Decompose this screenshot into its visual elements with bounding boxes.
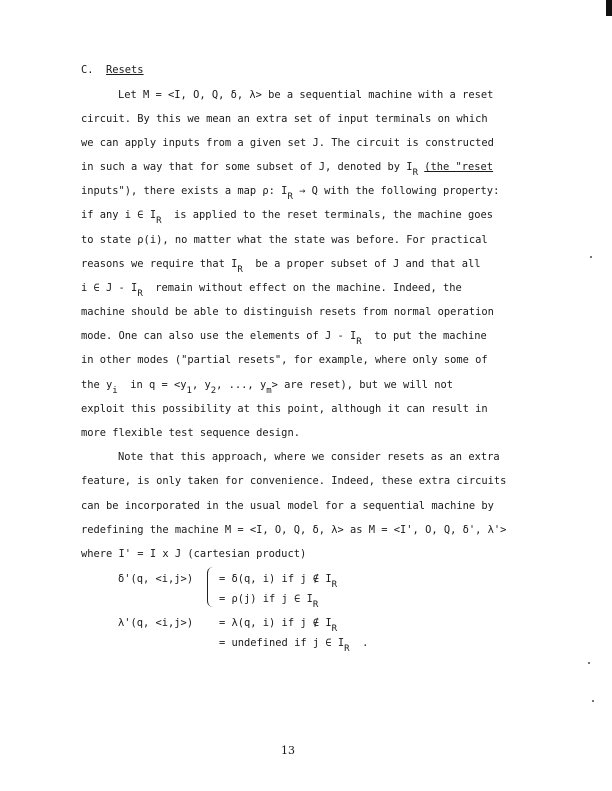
section-label: C.: [81, 64, 94, 76]
text-segment: can be incorporated in the usual model for a sequential machine by: [81, 500, 494, 512]
formula-text: = λ(q, i) if j ∉ I: [219, 617, 332, 629]
page-number: 13: [281, 744, 295, 757]
subscript: R: [356, 337, 362, 347]
text-segment: if any i ∈ I: [81, 209, 157, 221]
text-segment: Note that this approach, where we consider resets as an extra: [118, 451, 500, 463]
text-line: [81, 161, 494, 178]
text-line: [81, 282, 462, 299]
scan-speck: [592, 700, 594, 702]
lambda-case-two: [219, 637, 369, 654]
text-segment: (the "reset: [424, 161, 494, 173]
text-line: [81, 475, 506, 487]
text-segment: to state ρ(i), no matter what the state was before. For practical: [81, 234, 488, 246]
text-segment: the y: [81, 379, 113, 391]
text-line: [81, 209, 494, 226]
scan-speck: [590, 256, 592, 258]
subscript: R: [156, 216, 162, 226]
text-line: [81, 354, 488, 366]
subscript: R: [331, 624, 338, 634]
text-line: [81, 524, 506, 536]
text-segment: feature, is only taken for convenience. Indeed, these extra circuits: [81, 475, 507, 487]
subscript: R: [287, 192, 293, 202]
text-segment: remain without effect on the machine. Indeed, the: [155, 282, 462, 294]
text-segment: inputs"), there exists a map ρ: I: [81, 185, 288, 197]
text-line: [81, 185, 500, 202]
text-segment: be a proper subset of J and that all: [255, 258, 481, 270]
subscript: R: [312, 600, 319, 610]
text-segment: reasons we require that I: [81, 258, 238, 270]
text-line: [81, 113, 488, 125]
formula-text: = ρ(j) if j ∈ I: [219, 593, 313, 605]
delta-case-one: [219, 573, 338, 590]
scan-corner-mark: [606, 0, 612, 16]
delta-prime-lhs: δ'(q, <i,j>): [118, 573, 194, 585]
section-heading: [81, 64, 144, 76]
subscript: R: [412, 168, 418, 178]
formula-text: = undefined if j ∈ I: [219, 637, 345, 649]
text-segment: → Q with the following property:: [299, 185, 500, 197]
subscript: R: [137, 289, 143, 299]
text-line: [118, 89, 493, 101]
text-segment: where I' = I x J (cartesian product): [81, 548, 307, 560]
subscript: R: [344, 644, 350, 654]
text-segment: to put the machine: [374, 330, 487, 342]
text-segment: is applied to the reset terminals, the machine goes: [174, 209, 494, 221]
text-segment: in such a way that for some subset of J, denoted by I: [81, 161, 413, 173]
formula-text: = δ(q, i) if j ∉ I: [219, 573, 332, 585]
text-segment: circuit. By this we mean an extra set of input terminals on which: [81, 113, 488, 125]
subscript: m: [266, 386, 272, 396]
scan-speck: [588, 662, 590, 664]
period: .: [362, 637, 369, 649]
text-line: [81, 306, 494, 318]
text-segment: in other modes ("partial resets", for example, where only some of: [81, 354, 488, 366]
text-line: [81, 427, 300, 439]
text-segment: more flexible test sequence design.: [81, 427, 300, 439]
text-segment: , ..., y: [216, 379, 267, 391]
text-line: [118, 451, 500, 463]
subscript: R: [237, 265, 243, 275]
text-line: [81, 500, 494, 512]
text-line: [81, 330, 487, 347]
lambda-case-one: [219, 617, 338, 634]
delta-case-two: [219, 593, 319, 610]
text-line: [81, 403, 488, 415]
text-line: [81, 548, 306, 560]
text-line: [81, 379, 454, 396]
text-segment: > are reset), but we will not: [271, 379, 454, 391]
text-segment: machine should be able to distinguish resets from normal operation: [81, 306, 494, 318]
text-segment: Let M = <I, O, Q, δ, λ> be a sequential machine with a reset: [118, 89, 494, 101]
text-segment: in q = <y: [130, 379, 187, 391]
subscript: R: [331, 580, 338, 590]
text-line: [81, 258, 481, 275]
text-line: [81, 137, 494, 149]
text-segment: , y: [191, 379, 211, 391]
lambda-prime-lhs: λ'(q, <i,j>): [118, 617, 194, 629]
text-segment: i ∈ J - I: [81, 282, 138, 294]
text-segment: we can apply inputs from a given set J. The circuit is constructed: [81, 137, 494, 149]
text-segment: mode. One can also use the elements of J - I: [81, 330, 357, 342]
subscript: i: [112, 386, 118, 396]
section-title: Resets: [106, 64, 144, 76]
subscript: 1: [186, 386, 192, 396]
case-brace: [207, 567, 216, 607]
text-segment: redefining the machine M = <I, O, Q, δ, λ> as M = <I', O, Q, δ', λ'>: [81, 524, 507, 536]
text-line: [81, 234, 488, 246]
text-segment: exploit this possibility at this point, although it can result in: [81, 403, 488, 415]
subscript: 2: [210, 386, 217, 396]
